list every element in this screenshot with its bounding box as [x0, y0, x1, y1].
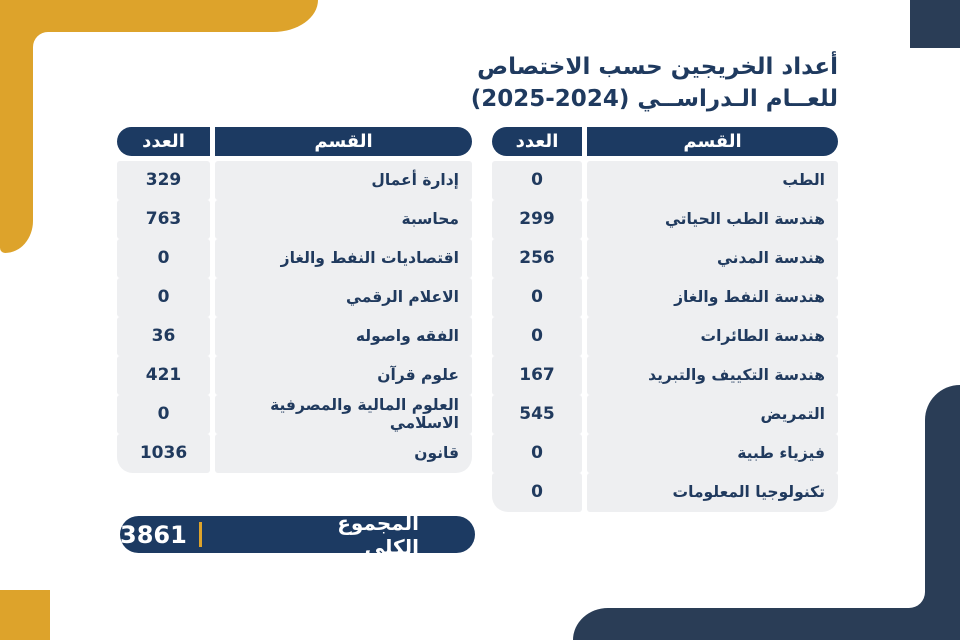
count-cell: 421 — [117, 356, 210, 395]
title-line2 — [358, 84, 838, 116]
department-cell: تكنولوجيا المعلومات — [587, 473, 838, 512]
department-cell: هندسة الطائرات — [587, 317, 838, 356]
department-cell: قانون — [215, 434, 472, 473]
count-cell: 0 — [492, 434, 582, 473]
title-line2-text: للعــام الـدراســي — [637, 85, 838, 112]
count-cell: 299 — [492, 200, 582, 239]
table-header — [492, 127, 838, 156]
count-cell: 545 — [492, 395, 582, 434]
navy-top-right-block — [910, 0, 960, 48]
gold-corner-left-bar — [0, 0, 33, 253]
total-value: 3861 — [120, 520, 187, 549]
table-row — [492, 356, 838, 395]
table-row — [117, 239, 472, 278]
table-header — [117, 127, 472, 156]
department-cell: فيزياء طبية — [587, 434, 838, 473]
column-header-count: العدد — [117, 127, 210, 156]
department-cell: اقتصاديات النفط والغاز — [215, 239, 472, 278]
table-row — [492, 161, 838, 200]
department-cell: علوم قرآن — [215, 356, 472, 395]
graduates-table-left — [117, 127, 472, 473]
count-cell: 763 — [117, 200, 210, 239]
table-row — [492, 278, 838, 317]
department-cell: هندسة التكييف والتبريد — [587, 356, 838, 395]
count-cell: 256 — [492, 239, 582, 278]
table-row — [117, 395, 472, 434]
count-cell: 0 — [492, 161, 582, 200]
table-row — [492, 239, 838, 278]
count-cell: 0 — [492, 473, 582, 512]
department-cell: التمريض — [587, 395, 838, 434]
column-header-department: القسم — [587, 127, 838, 156]
table-body-left — [117, 161, 472, 473]
department-cell: إدارة أعمال — [215, 161, 472, 200]
department-cell: الاعلام الرقمي — [215, 278, 472, 317]
count-cell: 0 — [117, 278, 210, 317]
table-row — [117, 200, 472, 239]
column-header-department: القسم — [215, 127, 472, 156]
table-body-right — [492, 161, 838, 512]
graduates-table-right — [492, 127, 838, 512]
table-row — [492, 395, 838, 434]
department-cell: العلوم المالية والمصرفية الاسلامي — [215, 395, 472, 434]
total-row — [120, 510, 475, 559]
department-cell: هندسة النفط والغاز — [587, 278, 838, 317]
title-line1: أعداد الخريجين حسب الاختصاص — [477, 54, 838, 80]
table-row — [492, 200, 838, 239]
department-cell: محاسبة — [215, 200, 472, 239]
table-row — [117, 161, 472, 200]
count-cell: 0 — [492, 278, 582, 317]
navy-bottom-bar — [573, 608, 960, 640]
count-cell: 0 — [492, 317, 582, 356]
navy-bottom-right-bar — [925, 385, 960, 640]
count-cell: 0 — [117, 395, 210, 434]
table-row — [492, 317, 838, 356]
total-divider — [199, 522, 202, 547]
table-row — [492, 434, 838, 473]
table-row — [117, 434, 472, 473]
count-cell: 329 — [117, 161, 210, 200]
department-cell: الطب — [587, 161, 838, 200]
department-cell: الفقه واصوله — [215, 317, 472, 356]
count-cell: 1036 — [117, 434, 210, 473]
gold-bottom-left-block — [0, 590, 50, 640]
department-cell: هندسة المدني — [587, 239, 838, 278]
gold-corner-top-bar — [0, 0, 318, 32]
count-cell: 0 — [117, 239, 210, 278]
table-row — [117, 278, 472, 317]
department-cell: هندسة الطب الحياتي — [587, 200, 838, 239]
count-cell: 167 — [492, 356, 582, 395]
table-row — [117, 356, 472, 395]
title-academic-year: (2025-2024) — [470, 85, 630, 112]
page-title — [358, 52, 838, 115]
count-cell: 36 — [117, 317, 210, 356]
total-label: المجموع الكلي — [337, 510, 419, 559]
table-row — [117, 317, 472, 356]
table-row — [492, 473, 838, 512]
column-header-count: العدد — [492, 127, 582, 156]
